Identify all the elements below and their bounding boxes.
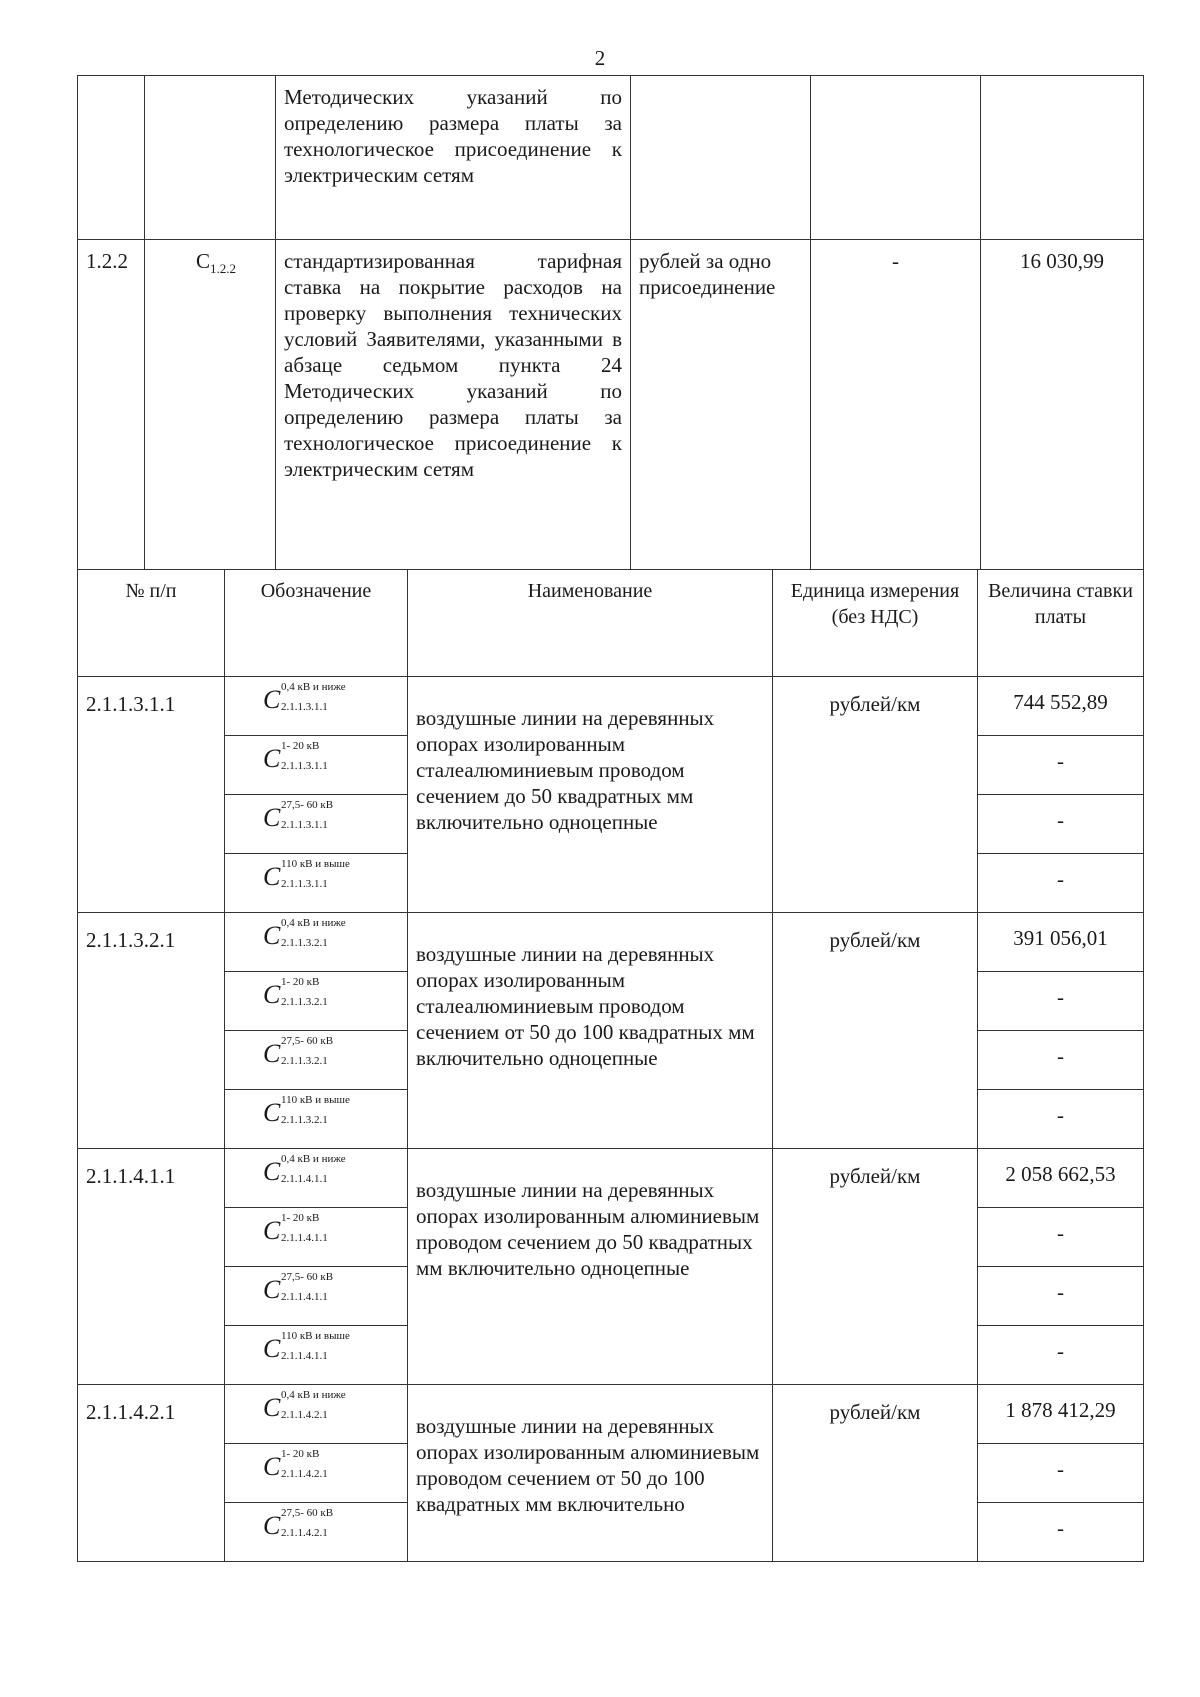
rate-value: - [978,1208,1144,1267]
row-unit: рублей/км [773,913,978,1149]
symbol-superscript: 1- 20 кВ [281,1212,320,1224]
rates-table-body [77,676,1144,1562]
row-num: 2.1.1.3.1.1 [78,677,225,913]
symbol-subscript: 2.1.1.3.2.1 [281,1114,328,1126]
rate-symbol [225,854,408,913]
header-symbol: Обозначение [225,570,408,677]
rate-symbol [225,1090,408,1149]
row-num: 2.1.1.3.2.1 [78,913,225,1149]
rate-symbol [225,1208,408,1267]
row-unit: рублей/км [773,1149,978,1385]
symbol-letter: C 1- 20 кВ 2.1.1.4.1.1 [263,1212,328,1245]
symbol-subscript: 2.1.1.4.1.1 [281,1350,328,1362]
symbol-letter: C 27,5- 60 кВ 2.1.1.4.1.1 [263,1271,334,1304]
symbol-subscript: 2.1.1.3.1.1 [281,760,328,772]
symbol-letter: C 1- 20 кВ 2.1.1.3.1.1 [263,740,328,773]
rates-table [77,569,1144,677]
rate-value: - [978,1090,1144,1149]
row-extra [811,76,981,240]
symbol-superscript: 0,4 кВ и ниже [281,1389,346,1401]
row-name: воздушные линии на деревянных опорах изолированным сталеалюминиевым проводом сечением до 50 квадратных мм включительно одноцепные [408,677,773,913]
header-num: № п/п [78,570,225,677]
row-name: воздушные линии на деревянных опорах изолированным сталеалюминиевым проводом сечением от 50 до 100 квадратных мм включительно одноцепные [408,913,773,1149]
row-unit: рублей/км [773,677,978,913]
row-symbol [145,240,276,570]
symbol-subscript: 2.1.1.4.1.1 [281,1232,328,1244]
symbol-superscript: 27,5- 60 кВ [281,1271,334,1283]
table-header-row [78,570,1144,677]
symbol-superscript: 27,5- 60 кВ [281,1035,334,1047]
row-unit: рублей за одно присоединение [631,240,811,570]
symbol-letter: C 0,4 кВ и ниже 2.1.1.4.2.1 [263,1389,346,1422]
symbol-superscript: 1- 20 кВ [281,1448,320,1460]
symbol-superscript: 110 кВ и выше [281,1094,350,1106]
rate-value: - [978,736,1144,795]
symbol-letter: C 27,5- 60 кВ 2.1.1.4.2.1 [263,1507,334,1540]
rate-value: 391 056,01 [978,913,1144,972]
symbol-letter: C 27,5- 60 кВ 2.1.1.3.1.1 [263,799,334,832]
rate-value: - [978,1326,1144,1385]
rate-value: 1 878 412,29 [978,1385,1144,1444]
symbol-letter: C 1- 20 кВ 2.1.1.4.2.1 [263,1448,328,1481]
rate-value: 744 552,89 [978,677,1144,736]
rate-symbol [225,972,408,1031]
row-unit [631,76,811,240]
symbol-superscript: 27,5- 60 кВ [281,799,334,811]
rate-symbol [225,1031,408,1090]
symbol-subscript: 2.1.1.3.2.1 [281,996,328,1008]
rate-value: - [978,795,1144,854]
symbol-superscript: 110 кВ и выше [281,858,350,870]
symbol-superscript: 110 кВ и выше [281,1330,350,1342]
symbol-letter: C 110 кВ и выше 2.1.1.3.1.1 [263,858,350,891]
row-name: воздушные линии на деревянных опорах изолированным алюминиевым проводом сечением до 50 квадратных мм включительно одноцепные [408,1149,773,1385]
table-row [78,677,1144,736]
symbol-superscript: 0,4 кВ и ниже [281,681,346,693]
symbol-subscript: 2.1.1.4.2.1 [281,1468,328,1480]
row-num: 2.1.1.4.2.1 [78,1385,225,1562]
continuation-table [77,75,1144,570]
page-number: 2 [594,46,606,70]
symbol-subscript: 2.1.1.4.2.1 [281,1527,328,1539]
symbol-letter: C 0,4 кВ и ниже 2.1.1.4.1.1 [263,1153,346,1186]
rate-value: 2 058 662,53 [978,1149,1144,1208]
table-row [78,76,1144,240]
rate-value: - [978,854,1144,913]
symbol-subscript: 2.1.1.3.2.1 [281,1055,328,1067]
symbol-subscript: 2.1.1.3.1.1 [281,819,328,831]
rate-symbol [225,795,408,854]
row-num: 2.1.1.4.1.1 [78,1149,225,1385]
symbol-letter: C 0,4 кВ и ниже 2.1.1.3.2.1 [263,917,346,950]
rate-value: - [978,1444,1144,1503]
rate-symbol [225,1326,408,1385]
rate-symbol [225,1503,408,1562]
rate-symbol [225,1267,408,1326]
symbol-superscript: 0,4 кВ и ниже [281,917,346,929]
rate-value: - [978,1503,1144,1562]
header-name: Наименование [408,570,773,677]
symbol-letter: C 110 кВ и выше 2.1.1.3.2.1 [263,1094,350,1127]
symbol-superscript: 0,4 кВ и ниже [281,1153,346,1165]
symbol-superscript: 1- 20 кВ [281,740,320,752]
row-extra: - [811,240,981,570]
symbol-letter: C 0,4 кВ и ниже 2.1.1.3.1.1 [263,681,346,714]
symbol-subscript: 2.1.1.3.2.1 [281,937,328,949]
symbol-letter: C [195,249,210,273]
rate-symbol [225,1149,408,1208]
row-name: воздушные линии на деревянных опорах изолированным алюминиевым проводом сечением от 50 до 100 квадратных мм включительно [408,1385,773,1562]
symbol-subscript: 2.1.1.3.1.1 [281,701,328,713]
row-num: 1.2.2 [78,240,145,570]
symbol-subscript: 2.1.1.4.1.1 [281,1291,328,1303]
symbol-letter: C 110 кВ и выше 2.1.1.4.1.1 [263,1330,350,1363]
rate-symbol [225,736,408,795]
symbol-subscript: 1.2.2 [210,261,236,277]
row-value: 16 030,99 [981,240,1144,570]
header-unit: Единица измерения (без НДС) [773,570,978,677]
row-name: стандартизированная тарифная ставка на покрытие расходов на проверку выполнения технических условий Заявителями, указанными в абзаце седьмом пункта 24 Методических указаний по определению размера платы за технологическое присоединение к электрическим сетям [276,240,631,570]
symbol-letter: C 27,5- 60 кВ 2.1.1.3.2.1 [263,1035,334,1068]
row-name: Методических указаний по определению размера платы за технологическое присоединение к электрическим сетям [276,76,631,240]
header-value: Величина ставки платы [978,570,1144,677]
row-symbol [145,76,276,240]
symbol-letter: C 1- 20 кВ 2.1.1.3.2.1 [263,976,328,1009]
symbol-superscript: 27,5- 60 кВ [281,1507,334,1519]
row-value [981,76,1144,240]
row-num [78,76,145,240]
symbol-subscript: 2.1.1.3.1.1 [281,878,328,890]
rate-value: - [978,972,1144,1031]
table-row [78,1385,1144,1444]
rate-value: - [978,1031,1144,1090]
rate-symbol [225,1444,408,1503]
symbol-superscript: 1- 20 кВ [281,976,320,988]
symbol-subscript: 2.1.1.4.1.1 [281,1173,328,1185]
rate-symbol [225,913,408,972]
table-row [78,240,1144,570]
table-row [78,913,1144,972]
rate-symbol [225,1385,408,1444]
table-row [78,1149,1144,1208]
row-unit: рублей/км [773,1385,978,1562]
rate-symbol [225,677,408,736]
rate-value: - [978,1267,1144,1326]
symbol-subscript: 2.1.1.4.2.1 [281,1409,328,1421]
